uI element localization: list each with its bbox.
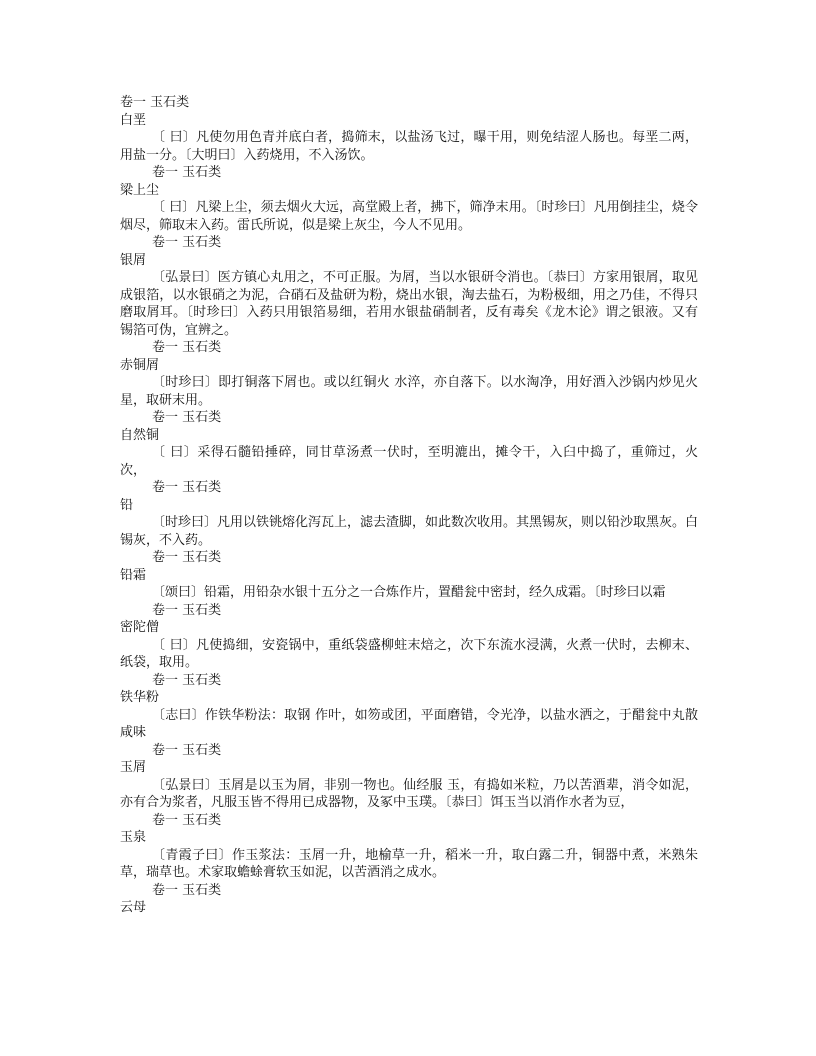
entry-body: 〔 曰〕凡使勿用色青并底白者，捣筛末，以盐汤飞过，曝干用，则免结涩人肠也。每垩二两，用盐一分。〔大明曰〕入药烧用，不入汤饮。 (120, 130, 698, 163)
entry-body: 〔弘景曰〕医方镇心丸用之，不可正服。为屑，当以水银研令消也。〔恭曰〕方家用银屑，取见成银箔，以水银硝之为泥，合硝石及盐研为粉，烧出水银，淘去盐石，为粉极细，用之乃佳，不得只磨取屑耳。〔时珍曰〕入药只用银箔易细，若用水银盐硝制者，反有毒矣《龙木论》谓之银液。又有锡箔可伪，宜辨之。 (120, 270, 698, 338)
section-header: 卷一 玉石类 (152, 602, 222, 618)
entry-title: 密陀僧 (120, 620, 160, 635)
entry-title: 玉泉 (120, 830, 147, 845)
entry-title: 铁华粉 (120, 690, 160, 705)
entry-body: 〔颂曰〕铅霜，用铅杂水银十五分之一合炼作片，置醋瓮中密封，经久成霜。〔时珍曰以霜 (152, 585, 666, 600)
entry-title: 银屑 (120, 252, 147, 268)
entry-title: 铅 (120, 497, 134, 513)
entry-body: 〔 曰〕凡使捣细，安瓷锅中，重纸袋盛柳蛀末焙之，次下东流水浸满，火煮一伏时，去柳末、纸袋，取用。 (120, 637, 698, 670)
entry-body: 〔弘景曰〕玉屑是以玉为屑，非别一物也。仙经服 玉，有捣如米粒，乃以苦酒辈，消令如泥，亦有合为浆者，凡服玉皆不得用已成器物，及冢中玉璞。〔恭曰〕饵玉当以消作水者为豆， (120, 777, 698, 810)
entry-body: 〔 曰〕凡梁上尘，须去烟火大远，高堂殿上者，拂下，筛净末用。〔时珍曰〕凡用倒挂尘，烧令烟尽，筛取末入药。雷氏所说，似是梁上灰尘，今人不见用。 (120, 200, 698, 233)
section-header: 卷一 玉石类 (152, 480, 222, 495)
entry-title: 梁上尘 (120, 182, 160, 198)
entry-title: 玉屑 (120, 760, 147, 775)
entry-body: 〔青霞子曰〕作玉浆法：玉屑一升，地榆草一升，稻米一升，取白露二升，铜器中煮，米熟朱草，瑞草也。术家取蟾蜍膏软玉如泥，以苦酒消之成水。 (120, 847, 698, 880)
section-header: 卷一 玉石类 (152, 672, 222, 688)
section-header: 卷一 玉石类 (152, 550, 222, 565)
section-header: 卷一 玉石类 (152, 742, 222, 758)
section-header: 卷一 玉石类 (152, 165, 222, 180)
entry-body: 〔志曰〕作铁华粉法：取钢 作叶，如笏或团，平面磨错，令光净，以盐水洒之，于醋瓮中丸散咸味 (120, 707, 698, 740)
section-header: 卷一 玉石类 (120, 95, 190, 110)
entry-title: 自然铜 (120, 427, 160, 443)
section-header: 卷一 玉石类 (152, 882, 222, 898)
entry-body: 〔 曰〕采得石髓铅捶碎，同甘草汤煮一伏时，至明漉出，摊令干，入臼中捣了，重筛过，火次， (120, 445, 698, 478)
section-header: 卷一 玉石类 (152, 410, 222, 425)
section-header: 卷一 玉石类 (152, 812, 222, 828)
entry-title: 白垩 (120, 112, 147, 128)
entry-title: 赤铜屑 (120, 357, 160, 373)
entry-title: 云母 (120, 900, 147, 915)
entry-body: 〔时珍曰〕凡用以铁铫熔化泻瓦上，滤去渣脚，如此数次收用。其黑锡灰，则以铅沙取黑灰。白锡灰，不入药。 (120, 515, 699, 548)
entry-title: 铅霜 (120, 567, 147, 583)
section-header: 卷一 玉石类 (152, 340, 222, 355)
entry-body: 〔时珍曰〕即打铜落下屑也。或以红铜火 水淬，亦自落下。以水淘净，用好酒入沙锅内炒见火星，取研末用。 (120, 375, 698, 408)
document-page (120, 94, 698, 917)
section-header: 卷一 玉石类 (152, 235, 222, 250)
